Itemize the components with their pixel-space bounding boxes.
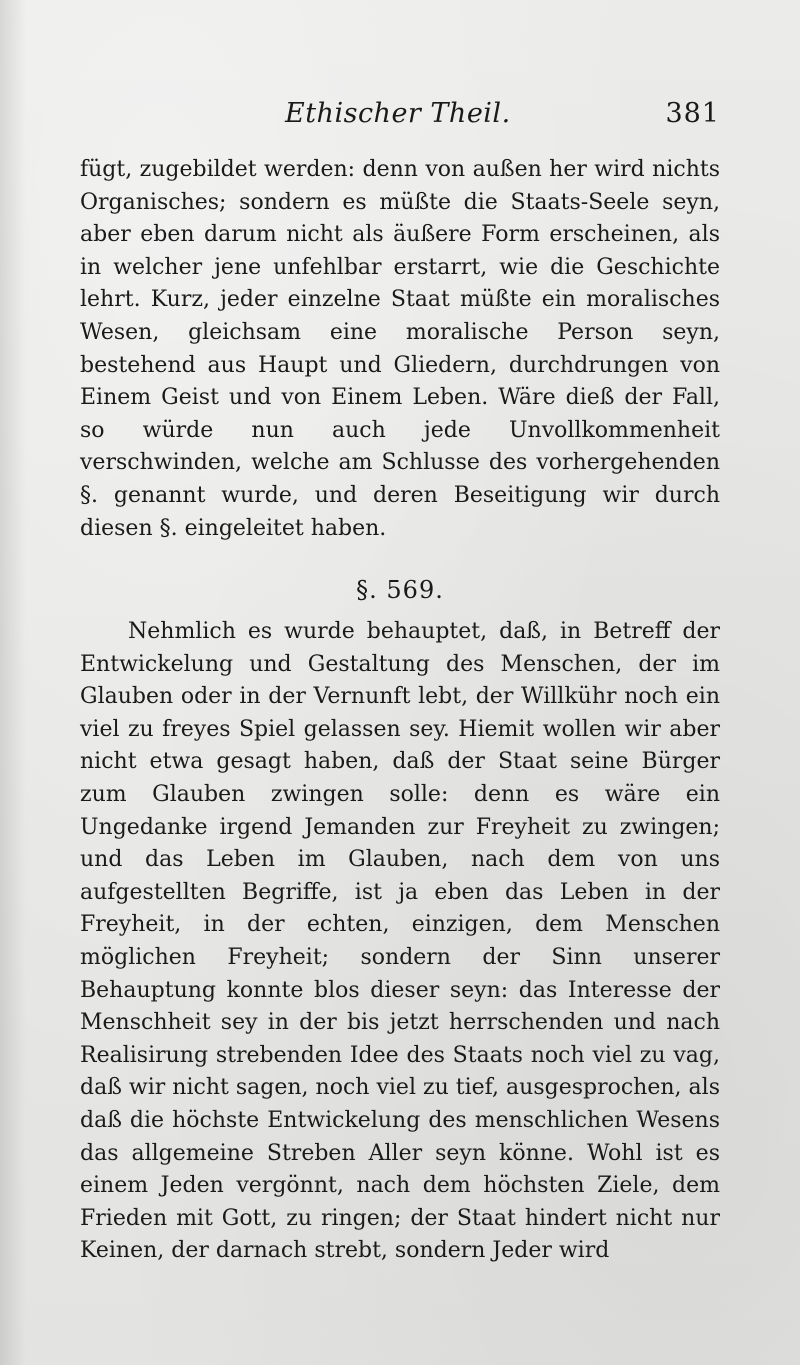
running-head: Ethischer Theil. <box>285 98 511 129</box>
page-number: 381 <box>665 98 720 129</box>
section-heading: §. 569. <box>356 576 444 604</box>
paragraph-continued: fügt, zugebildet werden: denn von außen her wird nichts Organisches; sondern es müßte die Staats-Seele seyn, aber eben darum nicht als äußere Form erscheinen, als in welcher jene unfehlbar erstarrt, wie die Geschichte lehrt. Kurz, jeder einzelne Staat müßte ein moralisches Wesen, gleichsam eine moralische Person seyn, bestehend aus Haupt und Gliedern, durchdrungen von Einem Geist und von Einem Leben. Wäre dieß der Fall, so würde nun auch jede Unvollkommenheit verschwinden, welche am Schlusse des vorhergehenden §. genannt wurde, und deren Beseitigung wir durch diesen §. eingeleitet haben. <box>80 157 720 541</box>
paragraph-section-569: Nehmlich es wurde behauptet, daß, in Betreff der Entwickelung und Gestaltung des Menschen, der im Glauben oder in der Vernunft lebt, der Willkühr noch ein viel zu freyes Spiel gelassen sey. Hiemit wollen wir aber nicht etwa gesagt haben, daß der Staat seine Bürger zum Glauben zwingen solle: denn es wäre ein Ungedanke irgend Jemanden zur Freyheit zu zwingen; und das Leben im Glauben, nach dem von uns aufgestellten Begriffe, ist ja eben das Leben in der Freyheit, in der echten, einzigen, dem Menschen möglichen Freyheit; sondern der Sinn unserer Behauptung konnte blos dieser seyn: das Interesse der Menschheit sey in der bis jetzt herrschenden und nach Realisirung strebenden Idee des Staats noch viel zu vag, daß wir nicht sagen, noch viel zu tief, ausgesprochen, als daß die höchste Entwickelung des menschlichen Wesens das allgemeine Streben Aller seyn könne. Wohl ist es einem Jeden vergönnt, nach dem höchsten Ziele, dem Frieden mit Gott, zu ringen; der Staat hindert nicht nur Keinen, der darnach strebt, sondern Jeder wird <box>80 619 720 1264</box>
page-header <box>80 92 720 142</box>
